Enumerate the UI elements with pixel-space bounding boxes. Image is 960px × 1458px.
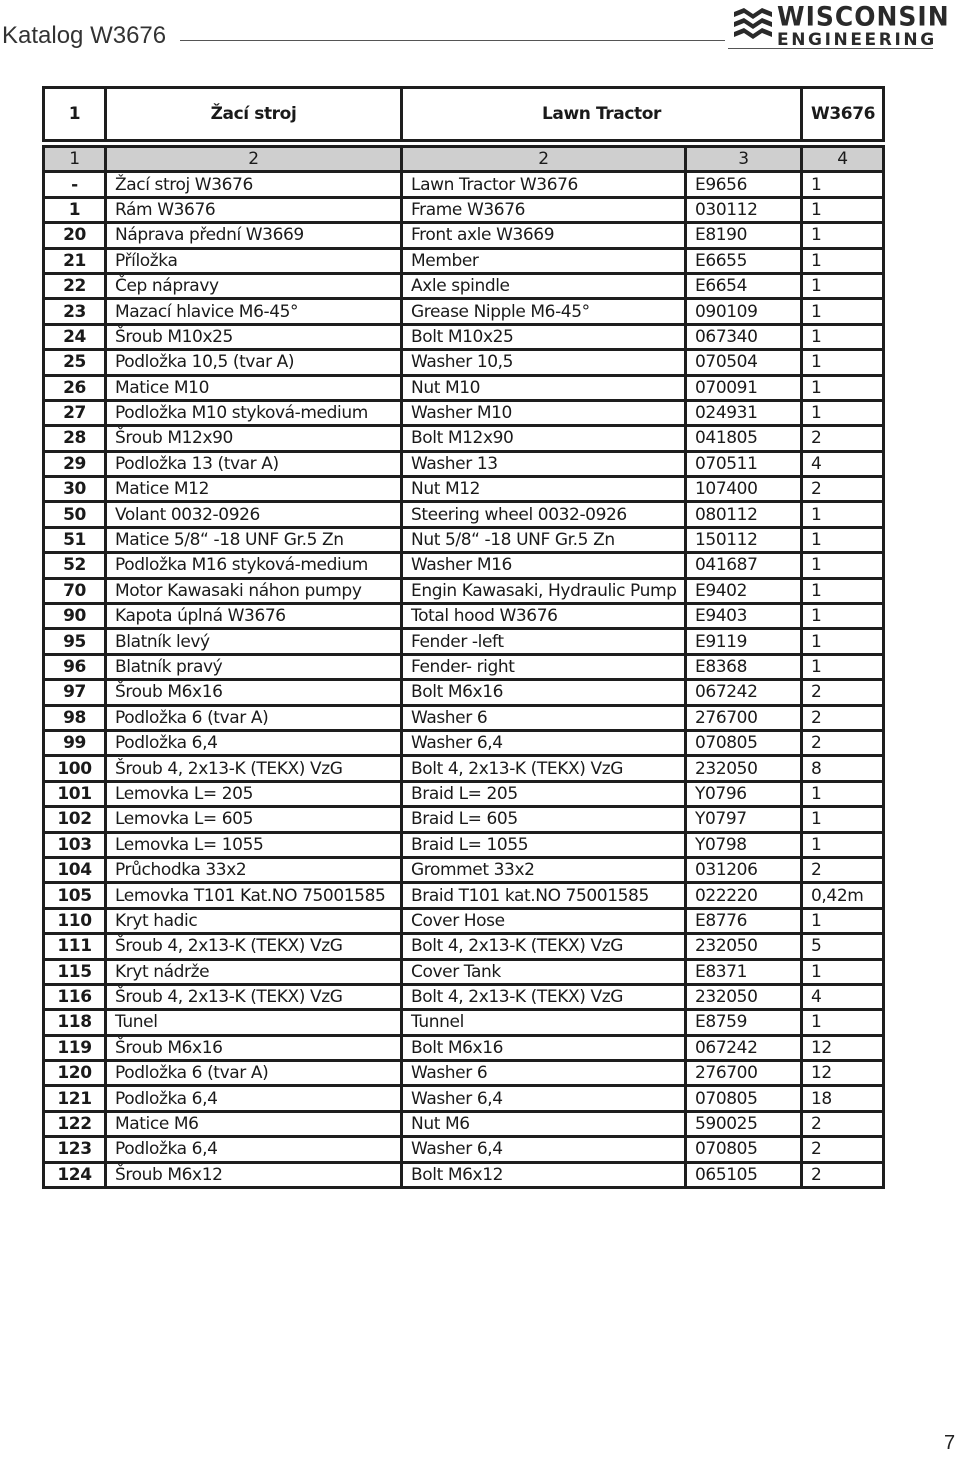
table-row [44, 984, 884, 1009]
part-name-cz: Lemovka L= 205 [106, 781, 402, 806]
column-number: 2 [402, 147, 686, 172]
part-position: 97 [44, 680, 106, 705]
table-row [44, 959, 884, 984]
page-number: 7 [944, 1432, 956, 1454]
part-name-en: Axle spindle [402, 273, 686, 298]
part-position: 1 [44, 197, 106, 222]
part-name-cz: Šroub M6x16 [106, 1035, 402, 1060]
part-position: 70 [44, 578, 106, 603]
part-quantity: 1 [802, 553, 884, 578]
part-name-en: Bolt M6x12 [402, 1162, 686, 1187]
table-row [44, 578, 884, 603]
part-code: E9402 [686, 578, 802, 603]
part-quantity: 5 [802, 934, 884, 959]
part-quantity: 4 [802, 984, 884, 1009]
part-name-cz: Podložka M10 styková-medium [106, 400, 402, 425]
part-name-cz: Šroub M6x16 [106, 680, 402, 705]
part-quantity: 2 [802, 705, 884, 730]
table-row [44, 299, 884, 324]
part-name-en: Washer M10 [402, 400, 686, 425]
part-name-en: Cover Hose [402, 908, 686, 933]
part-position: 98 [44, 705, 106, 730]
part-code: 150112 [686, 527, 802, 552]
part-name-en: Front axle W3669 [402, 223, 686, 248]
part-position: 100 [44, 756, 106, 781]
part-code: E8368 [686, 654, 802, 679]
part-name-en: Bolt M6x16 [402, 1035, 686, 1060]
part-position: 29 [44, 451, 106, 476]
part-name-en: Nut M6 [402, 1111, 686, 1136]
part-quantity: 1 [802, 324, 884, 349]
logo-emblem-icon [732, 4, 774, 48]
part-position: 103 [44, 832, 106, 857]
table-row [44, 1137, 884, 1162]
part-name-cz: Šroub 4, 2x13-K (TEKX) VzG [106, 756, 402, 781]
part-name-cz: Průchodka 33x2 [106, 857, 402, 882]
part-name-cz: Kryt hadic [106, 908, 402, 933]
part-quantity: 1 [802, 273, 884, 298]
part-code: E6654 [686, 273, 802, 298]
part-position: 116 [44, 984, 106, 1009]
part-name-en: Washer 10,5 [402, 350, 686, 375]
part-code: 024931 [686, 400, 802, 425]
part-code: 070805 [686, 730, 802, 755]
part-name-en: Braid L= 605 [402, 807, 686, 832]
part-position: 101 [44, 781, 106, 806]
part-quantity: 12 [802, 1061, 884, 1086]
part-name-cz: Lemovka T101 Kat.NO 75001585 [106, 883, 402, 908]
part-code: 031206 [686, 857, 802, 882]
part-position: 22 [44, 273, 106, 298]
part-position: 119 [44, 1035, 106, 1060]
table-row [44, 807, 884, 832]
part-name-en: Bolt 4, 2x13-K (TEKX) VzG [402, 984, 686, 1009]
part-code: 041805 [686, 426, 802, 451]
part-quantity: 1 [802, 908, 884, 933]
part-name-en: Frame W3676 [402, 197, 686, 222]
table-row [44, 857, 884, 882]
catalog-title: Katalog W3676 [2, 22, 167, 49]
logo-text-wisconsin: WISCONSIN [777, 1, 950, 32]
part-code: 065105 [686, 1162, 802, 1187]
part-name-en: Nut 5/8“ -18 UNF Gr.5 Zn [402, 527, 686, 552]
table-row [44, 756, 884, 781]
table-row [44, 400, 884, 425]
part-name-cz: Volant 0032-0926 [106, 502, 402, 527]
part-quantity: 1 [802, 172, 884, 197]
part-quantity: 2 [802, 730, 884, 755]
part-code: Y0796 [686, 781, 802, 806]
table-row [44, 527, 884, 552]
part-name-cz: Šroub 4, 2x13-K (TEKX) VzG [106, 934, 402, 959]
part-position: 104 [44, 857, 106, 882]
table-row [44, 197, 884, 222]
part-name-en: Grease Nipple M6-45° [402, 299, 686, 324]
part-code: 090109 [686, 299, 802, 324]
table-row [44, 451, 884, 476]
part-code: 070504 [686, 350, 802, 375]
part-code: 232050 [686, 934, 802, 959]
part-code: 276700 [686, 705, 802, 730]
part-quantity: 1 [802, 629, 884, 654]
part-name-en: Nut M12 [402, 477, 686, 502]
part-name-en: Washer 6,4 [402, 1137, 686, 1162]
part-name-cz: Matice M6 [106, 1111, 402, 1136]
part-code: E6655 [686, 248, 802, 273]
part-quantity: 1 [802, 223, 884, 248]
part-quantity: 1 [802, 1010, 884, 1035]
part-position: 23 [44, 299, 106, 324]
part-name-cz: Podložka 13 (tvar A) [106, 451, 402, 476]
part-name-cz: Lemovka L= 1055 [106, 832, 402, 857]
part-name-cz: Šroub M10x25 [106, 324, 402, 349]
part-name-cz: Rám W3676 [106, 197, 402, 222]
part-name-en: Washer M16 [402, 553, 686, 578]
part-position: 95 [44, 629, 106, 654]
part-name-cz: Podložka 6,4 [106, 1137, 402, 1162]
table-row [44, 934, 884, 959]
part-name-cz: Šroub 4, 2x13-K (TEKX) VzG [106, 984, 402, 1009]
part-code: 232050 [686, 756, 802, 781]
part-position: 26 [44, 375, 106, 400]
table-row [44, 730, 884, 755]
part-position: 105 [44, 883, 106, 908]
table-row [44, 680, 884, 705]
part-name-en: Washer 13 [402, 451, 686, 476]
part-code: 070805 [686, 1137, 802, 1162]
part-quantity: 2 [802, 477, 884, 502]
part-name-cz: Šroub M12x90 [106, 426, 402, 451]
part-quantity: 1 [802, 502, 884, 527]
part-position: 27 [44, 400, 106, 425]
part-name-en: Steering wheel 0032-0926 [402, 502, 686, 527]
part-position: 120 [44, 1061, 106, 1086]
part-name-cz: Matice M12 [106, 477, 402, 502]
part-position: 50 [44, 502, 106, 527]
header-divider [180, 40, 725, 41]
table-row [44, 629, 884, 654]
part-position: 30 [44, 477, 106, 502]
part-name-cz: Čep nápravy [106, 273, 402, 298]
part-position: 111 [44, 934, 106, 959]
table-row [44, 502, 884, 527]
part-code: 067340 [686, 324, 802, 349]
part-code: 107400 [686, 477, 802, 502]
part-code: 232050 [686, 984, 802, 1009]
part-position: - [44, 172, 106, 197]
part-code: 070805 [686, 1086, 802, 1111]
part-code: 070091 [686, 375, 802, 400]
part-quantity: 2 [802, 1137, 884, 1162]
part-quantity: 1 [802, 400, 884, 425]
part-code: E8776 [686, 908, 802, 933]
part-position: 124 [44, 1162, 106, 1187]
part-code: 022220 [686, 883, 802, 908]
part-name-en: Washer 6 [402, 1061, 686, 1086]
part-code: 276700 [686, 1061, 802, 1086]
part-code: E9119 [686, 629, 802, 654]
part-name-en: Washer 6 [402, 705, 686, 730]
part-position: 99 [44, 730, 106, 755]
part-position: 20 [44, 223, 106, 248]
part-position: 121 [44, 1086, 106, 1111]
part-quantity: 1 [802, 959, 884, 984]
column-number: 2 [106, 147, 402, 172]
part-name-en: Cover Tank [402, 959, 686, 984]
table-row [44, 248, 884, 273]
part-name-en: Bolt 4, 2x13-K (TEKX) VzG [402, 756, 686, 781]
title-name-en: Lawn Tractor [402, 88, 802, 141]
table-row [44, 883, 884, 908]
part-name-en: Lawn Tractor W3676 [402, 172, 686, 197]
part-name-cz: Blatník levý [106, 629, 402, 654]
table-row [44, 781, 884, 806]
part-name-cz: Podložka 10,5 (tvar A) [106, 350, 402, 375]
part-quantity: 1 [802, 604, 884, 629]
part-position: 110 [44, 908, 106, 933]
part-position: 122 [44, 1111, 106, 1136]
part-quantity: 1 [802, 807, 884, 832]
parts-table [42, 86, 885, 1189]
part-name-en: Braid T101 kat.NO 75001585 [402, 883, 686, 908]
part-position: 102 [44, 807, 106, 832]
table-row [44, 654, 884, 679]
part-name-en: Engin Kawasaki, Hydraulic Pump [402, 578, 686, 603]
part-position: 28 [44, 426, 106, 451]
part-quantity: 1 [802, 781, 884, 806]
part-quantity: 1 [802, 197, 884, 222]
part-name-en: Tunnel [402, 1010, 686, 1035]
part-quantity: 1 [802, 578, 884, 603]
table-row [44, 832, 884, 857]
part-position: 52 [44, 553, 106, 578]
part-quantity: 12 [802, 1035, 884, 1060]
part-quantity: 4 [802, 451, 884, 476]
part-name-en: Fender- right [402, 654, 686, 679]
part-code: 067242 [686, 1035, 802, 1060]
column-number: 4 [802, 147, 884, 172]
table-row [44, 375, 884, 400]
part-position: 21 [44, 248, 106, 273]
part-name-cz: Tunel [106, 1010, 402, 1035]
table-row [44, 553, 884, 578]
table-row [44, 1111, 884, 1136]
part-name-en: Bolt M6x16 [402, 680, 686, 705]
part-name-cz: Matice M10 [106, 375, 402, 400]
table-row [44, 1086, 884, 1111]
part-name-en: Nut M10 [402, 375, 686, 400]
table-row [44, 350, 884, 375]
part-quantity: 1 [802, 832, 884, 857]
part-position: 51 [44, 527, 106, 552]
part-quantity: 1 [802, 299, 884, 324]
logo-divider [728, 48, 933, 49]
table-title-row [44, 88, 884, 141]
table-row [44, 426, 884, 451]
logo-text-engineering: ENGINEERING [777, 30, 937, 50]
part-code: Y0798 [686, 832, 802, 857]
part-name-cz: Šroub M6x12 [106, 1162, 402, 1187]
part-quantity: 18 [802, 1086, 884, 1111]
part-name-en: Member [402, 248, 686, 273]
part-name-cz: Podložka 6 (tvar A) [106, 1061, 402, 1086]
part-name-en: Grommet 33x2 [402, 857, 686, 882]
part-name-cz: Kapota úplná W3676 [106, 604, 402, 629]
title-number: 1 [44, 88, 106, 141]
table-row [44, 324, 884, 349]
part-name-cz: Blatník pravý [106, 654, 402, 679]
part-name-en: Total hood W3676 [402, 604, 686, 629]
part-quantity: 2 [802, 1111, 884, 1136]
part-code: 080112 [686, 502, 802, 527]
part-quantity: 0,42m [802, 883, 884, 908]
part-name-cz: Podložka 6 (tvar A) [106, 705, 402, 730]
table-row [44, 705, 884, 730]
part-quantity: 1 [802, 527, 884, 552]
table-row [44, 273, 884, 298]
part-quantity: 1 [802, 350, 884, 375]
part-code: E8371 [686, 959, 802, 984]
table-row [44, 1010, 884, 1035]
part-code: E8759 [686, 1010, 802, 1035]
part-name-en: Bolt 4, 2x13-K (TEKX) VzG [402, 934, 686, 959]
part-name-cz: Matice 5/8“ -18 UNF Gr.5 Zn [106, 527, 402, 552]
part-quantity: 1 [802, 375, 884, 400]
part-code: E9656 [686, 172, 802, 197]
table-row [44, 908, 884, 933]
part-name-en: Washer 6,4 [402, 730, 686, 755]
part-name-cz: Žací stroj W3676 [106, 172, 402, 197]
table-row [44, 1061, 884, 1086]
part-position: 118 [44, 1010, 106, 1035]
part-name-en: Braid L= 205 [402, 781, 686, 806]
part-position: 115 [44, 959, 106, 984]
column-number-row [44, 147, 884, 172]
part-name-en: Bolt M12x90 [402, 426, 686, 451]
part-quantity: 2 [802, 680, 884, 705]
column-number: 3 [686, 147, 802, 172]
part-quantity: 8 [802, 756, 884, 781]
part-name-cz: Náprava přední W3669 [106, 223, 402, 248]
part-quantity: 2 [802, 857, 884, 882]
part-code: 041687 [686, 553, 802, 578]
title-name-cz: Žací stroj [106, 88, 402, 141]
table-row [44, 172, 884, 197]
part-name-cz: Lemovka L= 605 [106, 807, 402, 832]
column-number: 1 [44, 147, 106, 172]
part-name-en: Bolt M10x25 [402, 324, 686, 349]
part-quantity: 2 [802, 1162, 884, 1187]
part-name-cz: Příložka [106, 248, 402, 273]
part-code: 067242 [686, 680, 802, 705]
table-row [44, 1035, 884, 1060]
part-position: 96 [44, 654, 106, 679]
part-quantity: 1 [802, 248, 884, 273]
part-name-cz: Kryt nádrže [106, 959, 402, 984]
part-position: 90 [44, 604, 106, 629]
part-name-en: Fender -left [402, 629, 686, 654]
part-quantity: 1 [802, 654, 884, 679]
part-name-cz: Motor Kawasaki náhon pumpy [106, 578, 402, 603]
part-code: Y0797 [686, 807, 802, 832]
part-code: 590025 [686, 1111, 802, 1136]
part-position: 25 [44, 350, 106, 375]
part-name-en: Washer 6,4 [402, 1086, 686, 1111]
table-row [44, 604, 884, 629]
part-position: 123 [44, 1137, 106, 1162]
part-code: E8190 [686, 223, 802, 248]
part-name-cz: Mazací hlavice M6-45° [106, 299, 402, 324]
table-row [44, 223, 884, 248]
company-logo [732, 1, 950, 52]
part-name-cz: Podložka 6,4 [106, 730, 402, 755]
part-quantity: 2 [802, 426, 884, 451]
part-name-cz: Podložka 6,4 [106, 1086, 402, 1111]
part-code: E9403 [686, 604, 802, 629]
part-position: 24 [44, 324, 106, 349]
title-model: W3676 [802, 88, 884, 141]
table-row [44, 1162, 884, 1187]
part-name-cz: Podložka M16 styková-medium [106, 553, 402, 578]
table-row [44, 477, 884, 502]
part-code: 070511 [686, 451, 802, 476]
part-name-en: Braid L= 1055 [402, 832, 686, 857]
part-code: 030112 [686, 197, 802, 222]
